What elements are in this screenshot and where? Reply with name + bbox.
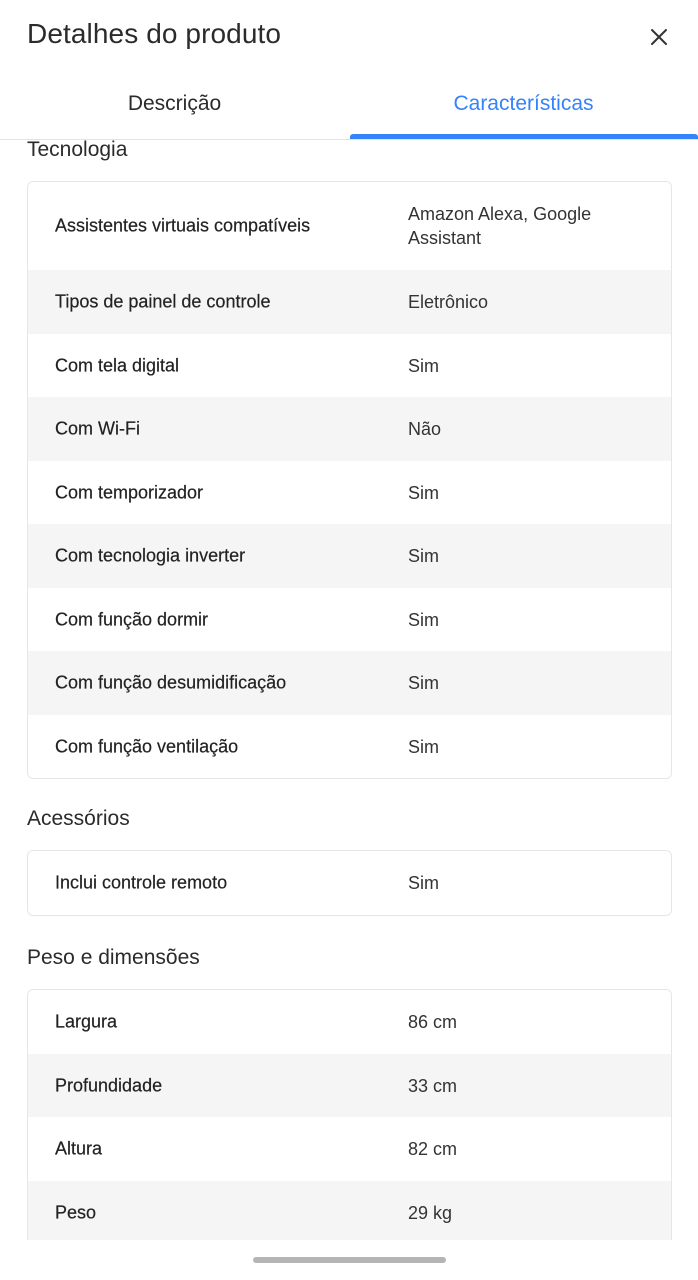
row-value: Amazon Alexa, Google Assistant xyxy=(408,204,592,248)
table-row xyxy=(28,397,671,461)
close-icon[interactable] xyxy=(646,24,672,50)
row-value: Eletrônico xyxy=(408,292,489,312)
tab-descricao[interactable]: Descrição xyxy=(127,92,222,115)
row-label: Peso xyxy=(55,1202,97,1223)
table-row xyxy=(28,1117,671,1181)
header xyxy=(0,0,698,72)
row-value: Sim xyxy=(408,482,439,503)
table-row xyxy=(28,334,671,397)
row-label: Largura xyxy=(55,1011,118,1032)
row-value: Sim xyxy=(408,736,439,757)
table-row xyxy=(28,524,671,588)
table-row xyxy=(28,851,671,915)
row-value: Não xyxy=(408,419,442,439)
row-label: Com função dormir xyxy=(55,609,209,629)
row-label: Com Wi-Fi xyxy=(55,418,140,439)
row-value: Sim xyxy=(408,873,439,893)
table-row xyxy=(28,715,671,778)
table-row xyxy=(28,990,671,1054)
active-tab-indicator xyxy=(350,134,698,139)
section-title-acessorios: Acessórios xyxy=(27,807,130,830)
table-acessorios xyxy=(27,850,672,916)
row-label: Altura xyxy=(55,1138,103,1159)
row-label: Inclui controle remoto xyxy=(55,872,228,893)
row-value: Sim xyxy=(408,355,439,376)
page-title: Detalhes do produto xyxy=(27,18,282,49)
tab-caracteristicas[interactable]: Características xyxy=(453,92,594,115)
row-value: 82 cm xyxy=(408,1139,458,1159)
row-value: 33 cm xyxy=(408,1075,458,1096)
row-label: Com função desumidificação xyxy=(55,672,287,693)
row-label: Com função ventilação xyxy=(55,736,239,756)
row-label: Profundidade xyxy=(55,1075,163,1095)
table-row xyxy=(28,1181,671,1245)
row-value: Sim xyxy=(408,546,439,566)
table-row xyxy=(28,1054,671,1117)
table-tecnologia xyxy=(27,181,672,779)
table-row xyxy=(28,588,671,651)
section-title-tecnologia: Tecnologia xyxy=(27,138,128,161)
row-label: Com temporizador xyxy=(55,482,204,502)
row-label: Com tela digital xyxy=(55,355,180,375)
row-label: Com tecnologia inverter xyxy=(55,545,246,566)
home-indicator[interactable] xyxy=(253,1257,446,1263)
row-value: 29 kg xyxy=(408,1203,453,1223)
table-peso-dimensoes xyxy=(27,989,672,1246)
row-value: Sim xyxy=(408,673,439,693)
row-value: Sim xyxy=(408,609,439,630)
row-value: 86 cm xyxy=(408,1012,458,1032)
row-label: Assistentes virtuais compatíveis xyxy=(55,215,311,236)
section-title-peso-dimensoes: Peso e dimensões xyxy=(27,946,200,969)
table-row xyxy=(28,182,671,270)
table-row xyxy=(28,270,671,334)
row-label: Tipos de painel de controle xyxy=(55,291,271,312)
table-row xyxy=(28,461,671,524)
table-row xyxy=(28,651,671,715)
tab-bar xyxy=(0,72,698,140)
